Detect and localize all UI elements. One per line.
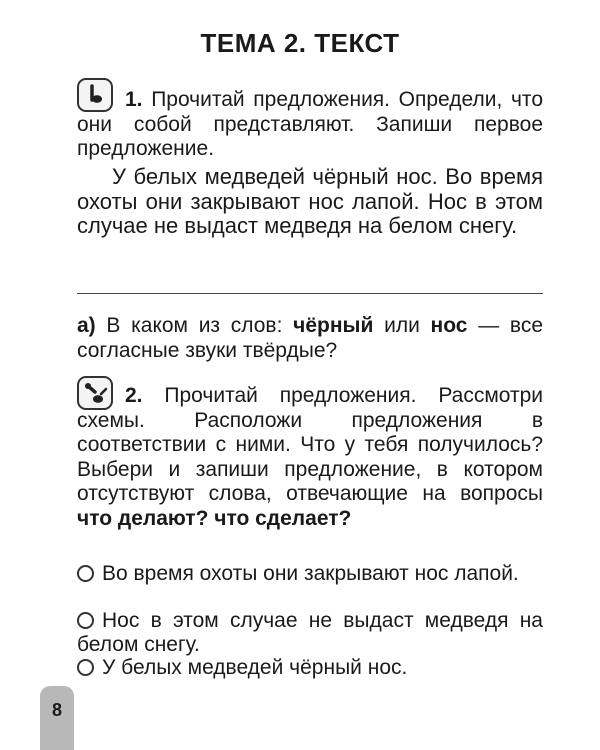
sub-a-word2: нос	[430, 314, 468, 337]
task1-text	[77, 165, 543, 239]
option-3-checkbox[interactable]	[77, 659, 94, 676]
option-3-text: У белых медведей чёрный нос.	[102, 656, 408, 679]
sub-a-pre: В каком из слов:	[106, 314, 283, 337]
option-1-text: Во время охоты они закрывают нос лапой.	[102, 562, 519, 585]
task2-instruction-text: Прочитай предложения. Рассмотри схемы. Расположи предложения в соответствии с ними. Что у тебя получилось? Выбери и запиши предложение, в котором отсутствуют слова, отвечающие на вопросы	[77, 384, 543, 505]
sub-a-label: а)	[77, 314, 96, 337]
sub-a-word1: чёрный	[293, 314, 374, 337]
option-1-checkbox[interactable]	[77, 565, 94, 582]
task1-sentences: У белых медведей чёрный нос. Во время охоты они закрывают нос лапой. Нос в этом случае не выдаст медведя на белом снегу.	[77, 164, 543, 238]
task2-questions: что делают? что сделает?	[77, 506, 352, 530]
answer-line	[77, 293, 543, 294]
option-1	[77, 562, 543, 586]
sub-a-post: — все согласные звуки твёрдые?	[77, 314, 543, 362]
option-2-text: Нос в этом случае не выдаст медведя на белом снегу.	[77, 609, 543, 656]
page-number: 8	[51, 700, 62, 720]
task1-instruction-text: Прочитай предложения. Определи, что они собой представляют. Запиши первое предложение.	[77, 88, 543, 160]
option-2-checkbox[interactable]	[77, 612, 94, 629]
task1-sub-a	[77, 314, 543, 363]
task2-instruction	[77, 384, 543, 531]
task1-number: 1.	[125, 88, 143, 111]
task1-instruction	[77, 88, 543, 162]
option-2	[77, 609, 543, 656]
sub-a-mid: или	[384, 314, 420, 337]
task2-number: 2.	[125, 384, 143, 407]
option-3	[77, 656, 543, 680]
page-title: ТЕМА 2. ТЕКСТ	[200, 28, 400, 58]
